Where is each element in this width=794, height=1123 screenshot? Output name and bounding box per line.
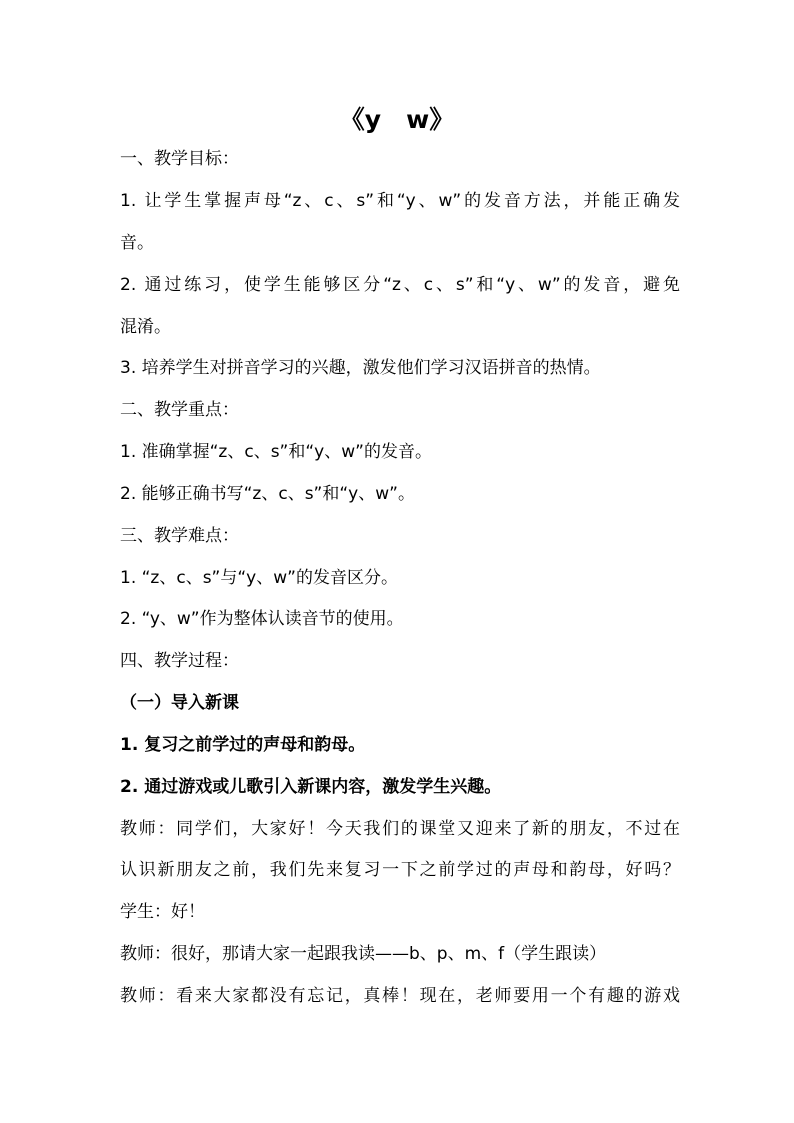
document-title: 《y w》 [339, 105, 455, 134]
section-heading-difficulties: 三、教学难点： [120, 526, 239, 546]
paragraph-line: 混淆。 [120, 317, 171, 337]
paragraph-line: 2. 通过练习，使学生能够区分“z、c、s”和“y、w”的发音，避免 [120, 275, 680, 295]
section-heading-objectives: 一、教学目标： [120, 149, 239, 169]
section-heading-process: 四、教学过程： [120, 651, 239, 671]
paragraph-line: 音。 [120, 233, 154, 253]
dialogue-line: 认识新朋友之前，我们先来复习一下之前学过的声母和韵母，好吗？ [120, 860, 680, 880]
paragraph-line: 1. 让学生掌握声母“z、c、s”和“y、w”的发音方法，并能正确发 [120, 191, 680, 211]
paragraph-line: 1. 准确掌握“z、c、s”和“y、w”的发音。 [120, 442, 432, 462]
bold-paragraph-line: 2. 通过游戏或儿歌引入新课内容，激发学生兴趣。 [120, 777, 502, 797]
paragraph-line: 3. 培养学生对拼音学习的兴趣，激发他们学习汉语拼音的热情。 [120, 358, 601, 378]
dialogue-line: 教师：看来大家都没有忘记，真棒！现在，老师要用一个有趣的游戏 [120, 986, 680, 1006]
paragraph-line: 2. 能够正确书写“z、c、s”和“y、w”。 [120, 484, 415, 504]
paragraph-line: 2. “y、w”作为整体认读音节的使用。 [120, 609, 404, 629]
dialogue-line: 教师：同学们，大家好！今天我们的课堂又迎来了新的朋友，不过在 [120, 819, 680, 839]
subsection-heading: （一）导入新课 [120, 693, 239, 713]
dialogue-line: 学生：好！ [120, 902, 205, 922]
bold-paragraph-line: 1. 复习之前学过的声母和韵母。 [120, 735, 366, 755]
paragraph-line: 1. “z、c、s”与“y、w”的发音区分。 [120, 568, 398, 588]
dialogue-line: 教师：很好，那请大家一起跟我读——b、p、m、f（学生跟读） [120, 944, 607, 964]
section-heading-key-points: 二、教学重点： [120, 400, 239, 420]
